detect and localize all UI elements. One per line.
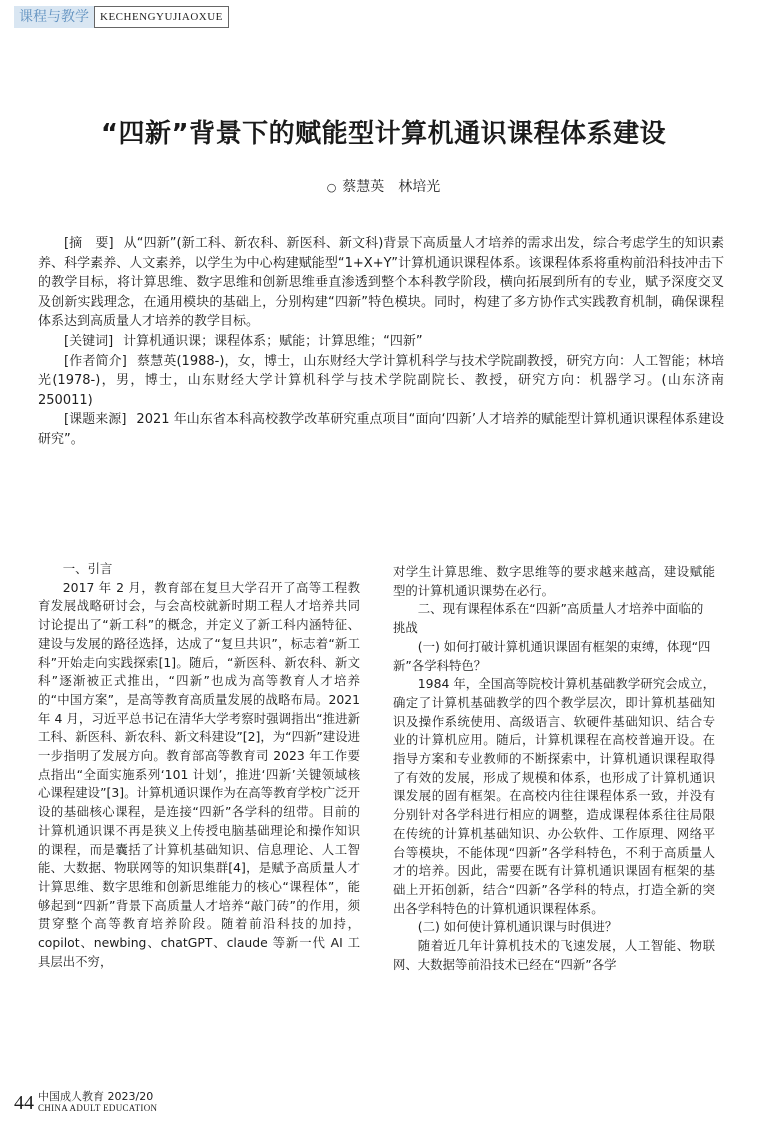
keywords-label: [关键词] xyxy=(64,333,114,349)
page-footer xyxy=(14,1090,157,1116)
paragraph-history: 1984 年，全国高等院校计算机基础教学研究会成立，确定了计算机基础教学的四个教学层次，即计算机基础知识及操作系统使用、高级语言、软硬件基础知识、结合专业的计算机应用。随后，计算机课程在高校普遍开设。在指导方案和专业教师的不断探索中，计算机通识课程取得了有效的发展，形成了规模和体系，也形成了计算机通识课发展的固有框架。在高校内往往课程体系一致，并没有分别针对各学科进行相应的调整，造成课程体系往往局限在传统的计算机基础知识、办公软件、工作原理、网络平台等模块，不能体现“四新”各学科特色，不利于高质量人才的培养。因此，需要在既有计算机通识课固有框架的基础上开拓创新，结合“四新”各学科的特点，打造全新的突出各学科特色的计算机通识课程体系。 xyxy=(393,676,715,916)
summary-label: [摘 要] xyxy=(64,236,114,251)
subsection-heading-2: (二) 如何使计算机通识课与时俱进？ xyxy=(417,919,618,935)
paragraph-intro: 2017 年 2 月，教育部在复旦大学召开了高等工程教育发展战略研讨会，与会高校就新时期工程人才培养共同讨论提出了“新工科”的概念，并定义了新工科内涵特征、建设与发展的路径选择，达成了“复旦共识”，标志着“新工科”开始走向实践探索[1]。随后，“新医科、新农科、新文科”逐渐被正式推出，“四新”也成为高等教育人才培养的“中国方案”，是高等教育高质量发展的战略布局。2021 年 4 月，习近平总书记在清华大学考察时强调指出“推进新工科、新医科、新农科、新文科建设”[2]，为“四新”建设进一步指明了发展方向。教育部高等教育司 2023 年工作要点指出“全面实施系列‘101 计划’，推进‘四新’关键领域核心课程建设”[3]。计算机通识课作为在高等教育学校广泛开设的基础核心课程，是连接“四新”各学科的纽带。目前的计算机通识课不再是狭义上传授电脑基础理论和操作知识的课程，而是囊括了计算机基础知识、信息理论、人工智能、大数据、物联网等的知识集群[4]，是赋予高质量人才计算思维、数字思维和创新思维能力的核心“课程体”，能够起到“四新”背景下高质量人才培养“敲门砖”的作用，须贯穿整个高等教育培养阶段。随着前沿科技的加持，copilot、newbing、chatGPT、claude 等新一代 AI 工具层出不穷， xyxy=(38,579,360,969)
paragraph-tech: 随着近几年计算机技术的飞速发展，人工智能、物联网、大数据等前沿技术已经在“四新”各学 xyxy=(393,938,715,972)
body-column-left xyxy=(38,560,360,971)
section-heading-2: 二、现有课程体系在“四新”高质量人才培养中面临的挑战 xyxy=(393,601,704,636)
author-info-label: [作者简介] xyxy=(64,353,127,369)
summary-text: 从“四新”(新工科、新农科、新医科、新文科)背景下高质量人才培养的需求出发，综合考虑学生的知识素养、科学素养、人文素养，以学生为中心构建赋能型“1+X+Y”计算机通识课程体系。该课程体系将重构前沿科技冲击下的教学目标，将计算思维、数字思维和创新思维垂直渗透到整个本科教学阶段，横向拓展到所有的专业，赋予深度交叉及创新实践理念，在通用模块的基础上，分别构建“四新”特色模块。同时，构建了多方协作式实践教育机制，确保课程体系达到高质量人才培养的教学目标。 xyxy=(38,236,724,330)
article-title: “四新”背景下的赋能型计算机通识课程体系建设 xyxy=(100,119,667,149)
fund-label: [课题来源] xyxy=(64,412,127,428)
journal-name: 中国成人教育 2023/20 xyxy=(38,1090,154,1103)
authors-line xyxy=(0,176,767,196)
journal-name-en: CHINA ADULT EDUCATION xyxy=(38,1103,158,1113)
subsection-heading-1: (一) 如何打破计算机通识课固有框架的束缚，体现“四新”各学科特色？ xyxy=(393,638,711,673)
fund-text: 2021 年山东省本科高校教学改革研究重点项目“面向‘四新’人才培养的赋能型计算机通识课程体系建设研究”。 xyxy=(38,412,724,447)
author-2: 林培光 xyxy=(398,179,441,195)
body-column-right xyxy=(393,563,715,974)
section-heading-1: 一、引言 xyxy=(62,561,113,576)
abstract-keywords xyxy=(38,332,724,352)
abstract-fund xyxy=(38,410,724,449)
author-info-text: 蔡慧英(1988-)，女，博士，山东财经大学计算机科学与技术学院副教授，研究方向：人工智能；林培光(1978-)，男，博士，山东财经大学计算机科学与技术学院副院长、教授，研究方向：机器学习。(山东济南 250011) xyxy=(38,353,738,408)
keywords-text: 计算机通识课；课程体系；赋能；计算思维；“四新” xyxy=(123,333,423,349)
abstract-block xyxy=(38,234,738,450)
paragraph-intro-continued: 对学生计算思维、数字思维等的要求越来越高，建设赋能型的计算机通识课势在必行。 xyxy=(393,564,715,598)
section-tag: 课程与教学 xyxy=(14,6,94,28)
section-pinyin: KECHENGYUJIAOXUE xyxy=(94,6,229,28)
section-header xyxy=(14,6,229,28)
page-number: 44 xyxy=(14,1092,34,1114)
abstract-author-info xyxy=(38,352,738,411)
abstract-summary xyxy=(38,234,724,332)
author-1: 蔡慧英 xyxy=(342,179,385,195)
author-marker: ○ xyxy=(326,181,337,194)
journal-info xyxy=(38,1090,157,1114)
